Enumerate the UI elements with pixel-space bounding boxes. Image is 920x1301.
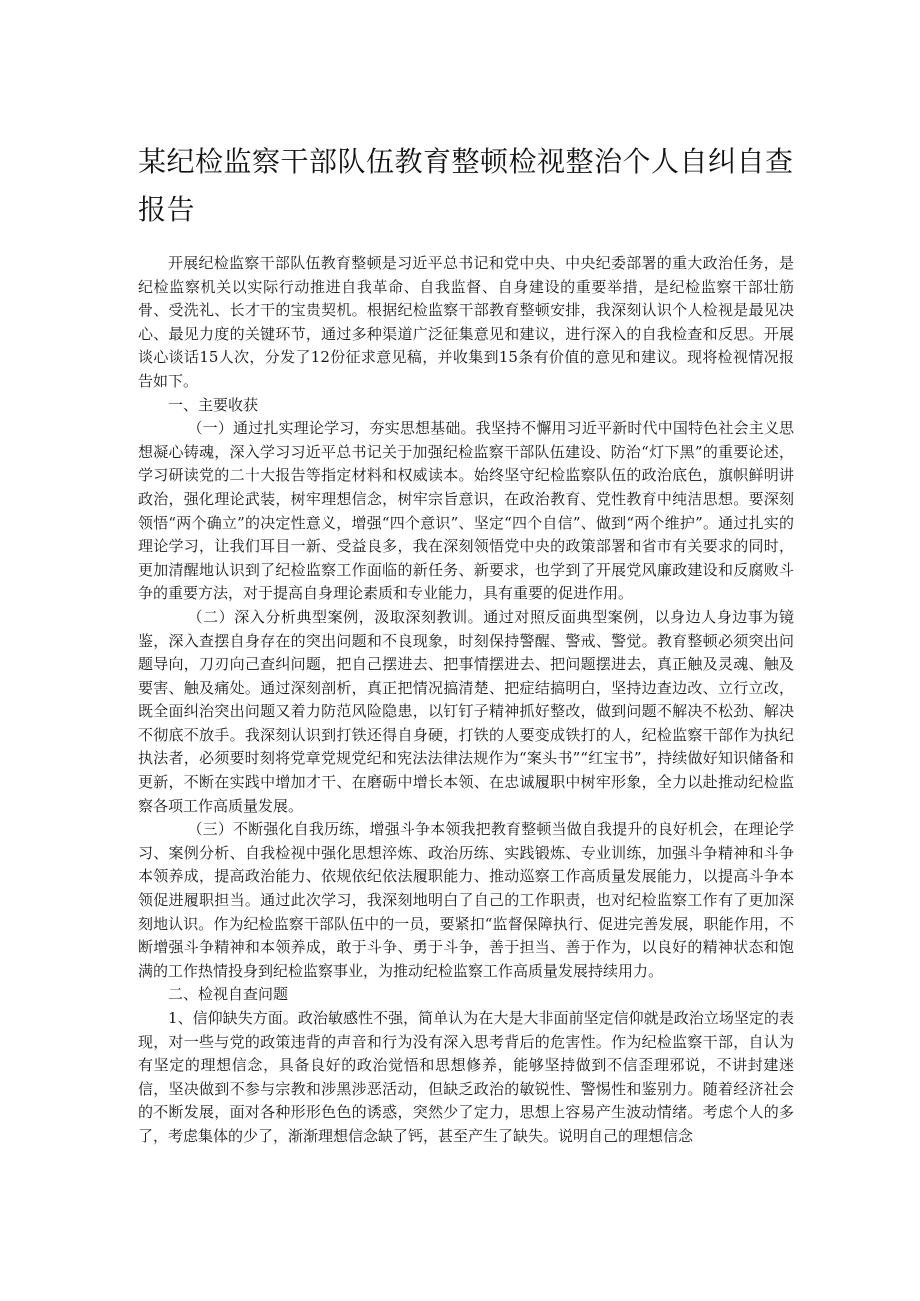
paragraph-intro: 开展纪检监察干部队伍教育整顿是习近平总书记和党中央、中央纪委部署的重大政治任务，是纪检监察机关以实际行动推进自我革命、自我监督、自身建设的重要举措，是纪检监察干部壮筋骨、受洗礼、长才干的宝贵契机。根据纪检监察干部教育整顿安排，我深刻认识个人检视是最见决心、最见力度的关键环节，通过多种渠道广泛征集意见和建议，进行深入的自我检查和反思。开展谈心谈话15人次，分发了12份征求意见稿，并收集到15条有价值的意见和建议。现将检视情况报告如下。 xyxy=(138,254,794,390)
paragraph-problem-1: 1、信仰缺失方面。政治敏感性不强，简单认为在大是大非面前坚定信仰就是政治立场坚定的表现，对一些与党的政策违背的声音和行为没有深入思考背后的危害性。作为纪检监察干部，自认为有坚定的理想信念，具备良好的政治觉悟和思想修养，能够坚持做到不信歪理邪说，不讲封建迷信，坚决做到不参与宗教和涉黑涉恶活动，但缺乏政治的敏锐性、警惕性和鉴别力。随着经济社会的不断发展，面对各种形形色色的诱惑，突然少了定力，思想上容易产生波动情绪。考虑个人的多了，考虑集体的少了，渐渐理想信念缺了钙，甚至产生了缺失。说明自己的理想信念 xyxy=(138,1009,794,1145)
document-body xyxy=(138,252,794,1149)
section-heading-self-check: 二、检视自查问题 xyxy=(168,985,289,1004)
document-page xyxy=(138,138,794,1149)
section-heading-main-gains: 一、主要收获 xyxy=(168,395,259,414)
paragraph-gain-3: （三）不断强化自我历练，增强斗争本领我把教育整顿当做自我提升的良好机会，在理论学习、案例分析、自我检视中强化思想淬炼、政治历练、实践锻炼、专业训练，加强斗争精神和斗争本领养成，提高政治能力、依规依纪依法履职能力、推动巡察工作高质量发展能力，以提高斗争本领促进履职担当。通过此次学习，我深刻地明白了自己的工作职责，也对纪检监察工作有了更加深刻地认识。作为纪检监察干部队伍中的一员，要紧扣“监督保障执行、促进完善发展，职能作用，不断增强斗争精神和本领养成，敢于斗争、勇于斗争，善于担当、善于作为，以良好的精神状态和饱满的工作热情投身到纪检监察事业，为推动纪检监察工作高质量发展持续用力。 xyxy=(138,820,794,980)
paragraph-gain-1: （一）通过扎实理论学习，夯实思想基础。我坚持不懈用习近平新时代中国特色社会主义思想凝心铸魂，深入学习习近平总书记关于加强纪检监察干部队伍建设、防治“灯下黑”的重要论述，学习研读党的二十大报告等指定材料和权威读本。始终坚守纪检监察队伍的政治底色，旗帜鲜明讲政治，强化理论武装，树牢理想信念，树牢宗旨意识，在政治教育、党性教育中纯洁思想。要深刻领悟“两个确立”的决定性意义，增强“四个意识”、坚定“四个自信”、做到“两个维护”。通过扎实的理论学习，让我们耳目一新、受益良多，我在深刻领悟党中央的政策部署和省市有关要求的同时，更加清醒地认识到了纪检监察工作面临的新任务、新要求，也学到了开展党风廉政建设和反腐败斗争的重要方法，对于提高自身理论素质和专业能力，具有重要的促进作用。 xyxy=(138,419,794,603)
document-title: 某纪检监察干部队伍教育整顿检视整治个人自纠自查报告 xyxy=(138,145,794,226)
paragraph-gain-2: （二）深入分析典型案例，汲取深刻教训。通过对照反面典型案例，以身边人身边事为镜鉴，深入查摆自身存在的突出问题和不良现象，时刻保持警醒、警戒、警觉。教育整顿必须突出问题导向，刀刃向己查纠问题，把自己摆进去、把事情摆进去、把问题摆进去，真正触及灵魂、触及要害、触及痛处。通过深刻剖析，真正把情况搞清楚、把症结搞明白，坚持边查边改、立行立改，既全面纠治突出问题又着力防范风险隐患，以钉钉子精神抓好整改，做到问题不解决不松劲、解决不彻底不放手。我深刻认识到打铁还得自身硬，打铁的人要变成铁打的人，纪检监察干部作为执纪执法者，必须要时刻将党章党规党纪和宪法法律法规作为“案头书”“红宝书”，持续做好知识储备和更新，不断在实践中增加才干、在磨砺中增长本领、在忠诚履职中树牢形象，全力以赴推动纪检监察各项工作高质量发展。 xyxy=(138,607,794,815)
